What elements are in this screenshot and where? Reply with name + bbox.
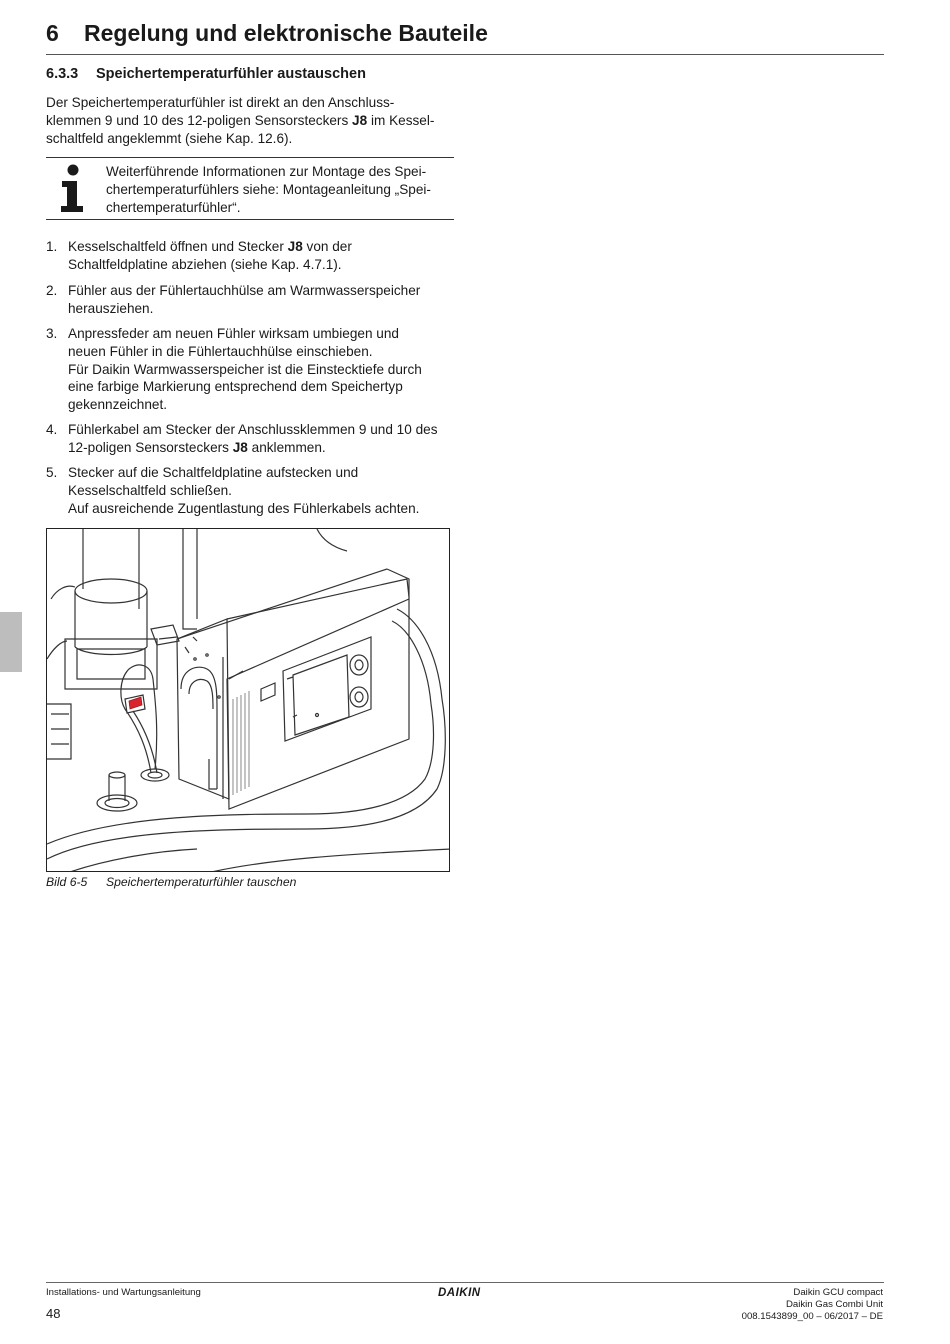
section-title: Speichertemperaturfühler austauschen — [96, 66, 366, 82]
step-4-line-2 — [68, 439, 460, 457]
step-5-line-3: Auf ausreichende Zugentlastung des Fühlerkabels achten. — [68, 500, 420, 516]
header-divider — [46, 54, 884, 55]
step-3-line-5: gekennzeichnet. — [68, 397, 168, 413]
step-3-text — [68, 325, 460, 414]
figure-caption: Speichertemperaturfühler tauschen — [106, 875, 297, 889]
step-1-line-1-end: von der — [302, 239, 352, 254]
step-1-line-1 — [68, 238, 460, 256]
step-4-line-2-end: anklemmen. — [247, 439, 326, 455]
section-number: 6.3.3 — [46, 66, 79, 82]
figure-illustration — [46, 528, 450, 872]
red-depth-marker — [129, 697, 142, 709]
step-1-line-1-text: Kesselschaltfeld öffnen und Stecker — [68, 239, 288, 254]
connector-j8: J8 — [352, 112, 368, 128]
step-number: 3. — [46, 326, 58, 341]
intro-line-2-text: klemmen 9 und 10 des 12-poligen Sensorsteckers — [46, 112, 353, 128]
step-1-line-2: Schaltfeldplatine abziehen (siehe Kap. 4.7.1). — [68, 256, 342, 272]
step-number: 2. — [46, 283, 58, 298]
note-line-2: chertemperaturfühlers siehe: Montageanleitung „Spei- — [106, 181, 431, 197]
step-1-text — [68, 238, 460, 274]
step-4-text — [68, 421, 460, 457]
page-number: 48 — [46, 1306, 61, 1321]
document-code: 008.1543899_00 – 06/2017 – DE — [741, 1310, 883, 1322]
info-icon — [58, 164, 86, 214]
step-number: 4. — [46, 422, 58, 437]
step-2-line-2: herausziehen. — [68, 300, 154, 316]
chapter-number: 6 — [46, 20, 59, 46]
step-4-line-2-text: 12-poligen Sensorsteckers — [68, 439, 233, 455]
chapter-side-tab — [0, 612, 22, 672]
step-2-text — [68, 282, 460, 318]
product-subtitle: Daikin Gas Combi Unit — [785, 1298, 883, 1310]
note-line-1: Weiterführende Informationen zur Montage des Spei- — [106, 164, 427, 179]
note-top-rule — [46, 157, 454, 158]
product-name: Daikin GCU compact — [793, 1287, 883, 1298]
step-3-line-3: Für Daikin Warmwasserspeicher ist die Einstecktiefe durch — [68, 361, 422, 377]
connector-j8: J8 — [287, 239, 303, 254]
step-4-line-1: Fühlerkabel am Stecker der Anschlussklemmen 9 und 10 des — [68, 422, 438, 437]
brand-logo: DAIKIN — [438, 1287, 481, 1299]
note-line-3: chertemperaturfühler“. — [106, 199, 241, 215]
step-5-line-2: Kesselschaltfeld schließen. — [68, 482, 232, 498]
product-info — [742, 1287, 883, 1322]
step-3-line-4: eine farbige Markierung entsprechend dem Speichertyp — [68, 379, 403, 395]
intro-line-2-end: im Kessel- — [367, 112, 435, 128]
step-2-line-1: Fühler aus der Fühlertauchhülse am Warmwasserspeicher — [68, 283, 421, 298]
intro-line-2 — [46, 112, 458, 130]
step-number: 5. — [46, 465, 58, 480]
footer-divider — [46, 1282, 884, 1283]
connector-j8: J8 — [232, 439, 248, 455]
note-bottom-rule — [46, 219, 454, 220]
step-3-line-2: neuen Fühler in die Fühlertauchhülse einschieben. — [68, 343, 373, 359]
step-3-line-1: Anpressfeder am neuen Fühler wirksam umbiegen und — [68, 326, 399, 341]
intro-paragraph — [46, 94, 458, 147]
note-text — [106, 163, 456, 216]
intro-line-1: Der Speichertemperaturfühler ist direkt an den Anschluss- — [46, 95, 395, 110]
chapter-title: Regelung und elektronische Bauteile — [84, 20, 488, 46]
figure-label: Bild 6-5 — [46, 875, 88, 889]
intro-line-3: schaltfeld angeklemmt (siehe Kap. 12.6). — [46, 130, 293, 146]
step-5-line-1: Stecker auf die Schaltfeldplatine aufstecken und — [68, 465, 359, 480]
sensor-replacement-drawing — [47, 529, 450, 872]
step-5-text — [68, 464, 460, 517]
document-type: Installations- und Wartungsanleitung — [46, 1287, 201, 1298]
step-number: 1. — [46, 239, 58, 254]
